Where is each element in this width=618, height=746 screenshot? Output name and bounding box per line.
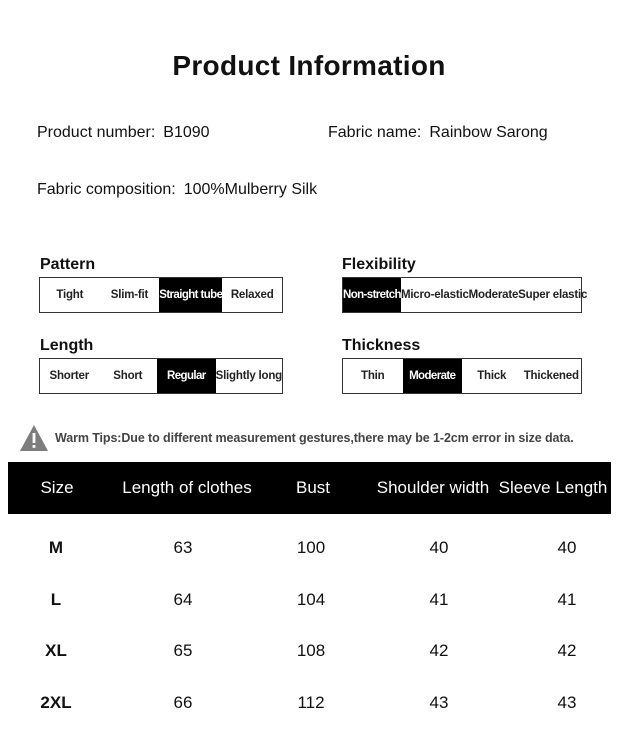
length-option: Slightly long <box>215 370 282 382</box>
length-option: Short <box>113 370 143 382</box>
cell-shoulder: 42 <box>429 641 449 660</box>
table-row <box>8 625 611 677</box>
cell-bust: 112 <box>297 693 325 712</box>
col-header-length: Length of clothes <box>122 478 252 497</box>
fabric-composition-value: 100%Mulberry Silk <box>183 181 318 198</box>
flexibility-option: Micro-elastic <box>400 289 469 301</box>
fabric-composition <box>37 181 317 199</box>
cell-sleeve: 40 <box>557 538 577 557</box>
pattern-option: Straight tube <box>159 278 222 312</box>
flexibility-option: Non-stretch <box>343 278 401 312</box>
table-row <box>8 677 611 729</box>
length-option: Regular <box>157 359 216 393</box>
cell-length: 65 <box>173 641 193 660</box>
cell-sleeve: 41 <box>557 590 577 609</box>
product-number <box>37 124 210 142</box>
cell-shoulder: 43 <box>429 693 449 712</box>
cell-size: XL <box>45 641 67 660</box>
cell-sleeve: 43 <box>557 693 577 712</box>
cell-shoulder: 40 <box>429 538 449 557</box>
cell-length: 63 <box>173 538 193 557</box>
cell-bust: 100 <box>296 538 326 557</box>
col-header-shoulder: Shoulder width <box>376 478 490 497</box>
cell-length: 64 <box>173 590 193 609</box>
product-number-label: Product number: <box>37 124 156 141</box>
fabric-composition-label: Fabric composition: <box>37 181 176 198</box>
table-row <box>8 574 611 626</box>
pattern-scale <box>39 277 283 313</box>
thickness-option: Thin <box>361 370 385 382</box>
flexibility-option: Moderate <box>468 289 519 301</box>
warm-tips-text: Warm Tips:Due to different measurement gestures,there may be 1-2cm error in size data. <box>55 431 574 445</box>
thickness-option: Thickened <box>523 370 579 382</box>
size-table-header <box>8 462 611 514</box>
flexibility-label: Flexibility <box>342 256 416 273</box>
cell-shoulder: 41 <box>429 590 449 609</box>
cell-size: 2XL <box>40 693 72 712</box>
product-number-value: B1090 <box>163 124 210 141</box>
pattern-option: Tight <box>56 289 84 301</box>
flexibility-scale <box>342 277 588 313</box>
cell-size: M <box>48 538 64 557</box>
cell-length: 66 <box>173 693 193 712</box>
warm-tips <box>18 423 574 453</box>
fabric-name-value: Rainbow Sarong <box>429 124 548 141</box>
warning-icon <box>18 423 50 453</box>
col-header-bust: Bust <box>295 478 331 497</box>
thickness-scale <box>342 358 582 394</box>
flexibility-option: Super elastic <box>518 289 588 301</box>
length-scale <box>39 358 283 394</box>
pattern-label: Pattern <box>40 256 96 273</box>
cell-bust: 108 <box>296 641 326 660</box>
page-title: Product Information <box>172 50 446 81</box>
table-row <box>8 522 611 574</box>
length-label: Length <box>40 337 94 354</box>
length-option: Shorter <box>49 370 90 382</box>
pattern-option: Relaxed <box>230 289 274 301</box>
cell-sleeve: 42 <box>557 641 577 660</box>
cell-bust: 104 <box>296 590 326 609</box>
col-header-size: Size <box>40 478 74 497</box>
cell-size: L <box>50 590 62 609</box>
pattern-option: Slim-fit <box>110 289 149 301</box>
col-header-sleeve: Sleeve Length <box>498 478 608 497</box>
fabric-name-label: Fabric name: <box>328 124 422 141</box>
thickness-label: Thickness <box>342 337 421 354</box>
thickness-option: Thick <box>477 370 507 382</box>
thickness-option: Moderate <box>403 359 463 393</box>
fabric-name <box>328 124 548 142</box>
